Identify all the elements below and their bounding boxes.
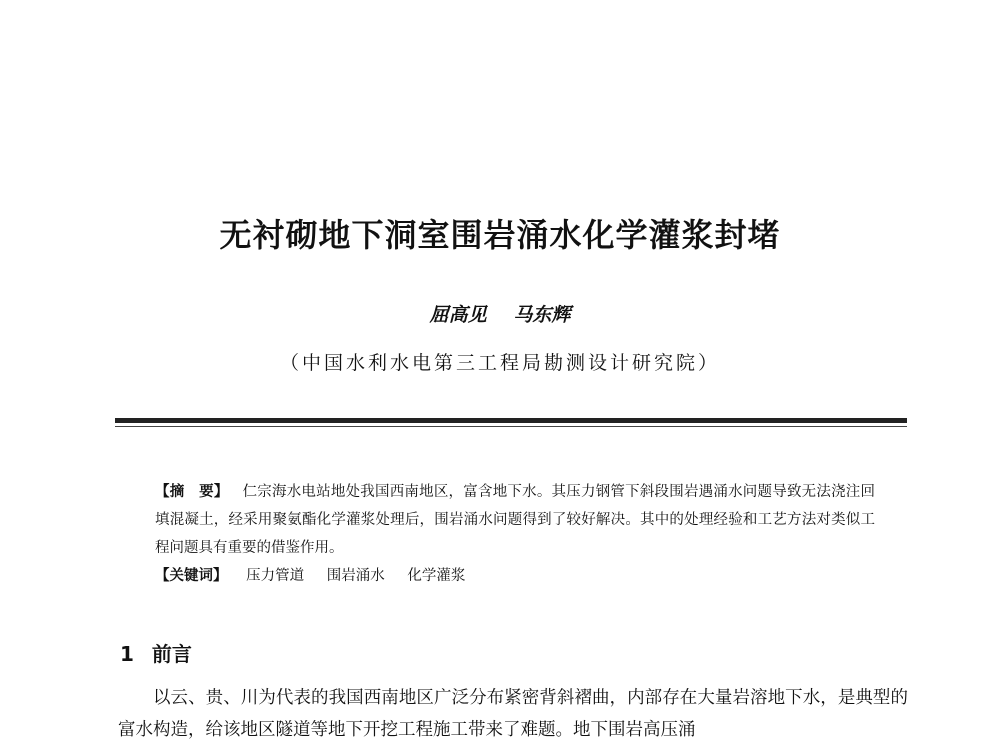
abstract-label: 【摘 要】 xyxy=(155,483,229,500)
author-name: 屈高见 xyxy=(429,304,487,326)
abstract-block xyxy=(155,478,875,562)
paper-title: 无衬砌地下洞室围岩涌水化学灌浆封堵 xyxy=(219,216,781,254)
section-heading xyxy=(120,638,192,667)
header-divider-thin xyxy=(115,426,907,427)
keywords-label: 【关键词】 xyxy=(155,567,228,584)
author-list xyxy=(0,300,1000,327)
header-divider-thick xyxy=(115,418,907,423)
section-title: 前言 xyxy=(151,642,192,666)
abstract-paragraph xyxy=(155,478,875,562)
author-name: 马东辉 xyxy=(513,304,571,326)
keyword: 化学灌浆 xyxy=(407,568,466,584)
keywords-block xyxy=(155,562,483,590)
keyword: 围岩涌水 xyxy=(326,568,385,584)
body-paragraph: 以云、贵、川为代表的我国西南地区广泛分布紧密背斜褶曲，内部存在大量岩溶地下水，是典型的富水构造，给该地区隧道等地下开挖工程施工带来了难题。地下围岩高压涌 xyxy=(118,688,908,740)
author-affiliation: （中国水利水电第三工程局勘测设计研究院） xyxy=(279,352,720,374)
keyword: 压力管道 xyxy=(246,568,305,584)
section-number: 1 xyxy=(120,642,134,666)
abstract-text: 仁宗海水电站地处我国西南地区，富含地下水。其压力钢管下斜段围岩遇涌水问题导致无法浇注回填混凝土，经采用聚氨酯化学灌浆处理后，围岩涌水问题得到了较好解决。其中的处理经验和工艺方法对类似工程问题具有重要的借鉴作用。 xyxy=(155,484,876,556)
